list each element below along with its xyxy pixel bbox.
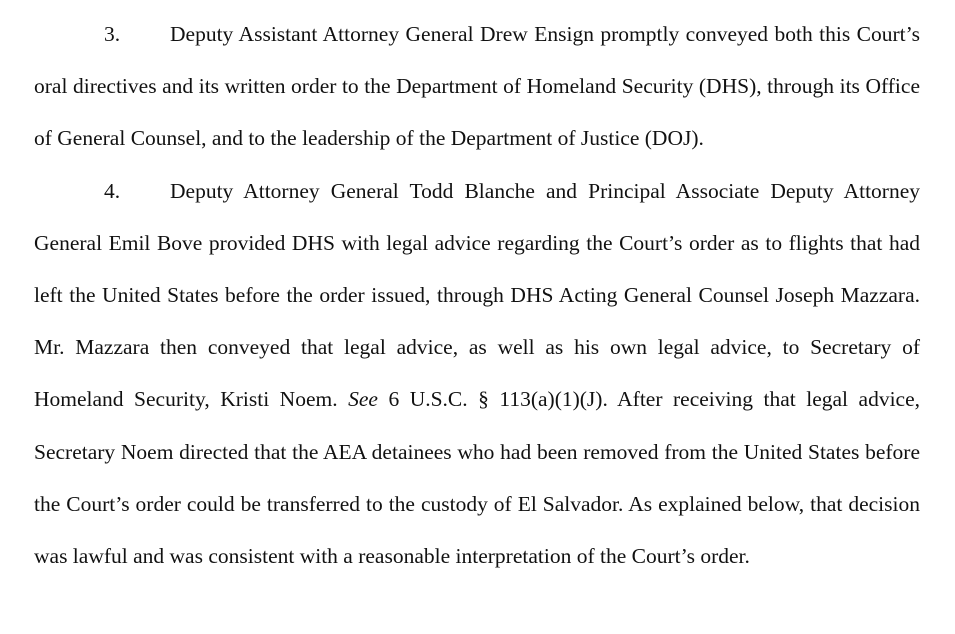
citation-signal: See [348, 387, 378, 412]
document-page [34, 8, 920, 582]
paragraph-text-after-signal: 6 U.S.C. § 113(a)(1)(J). After receiving that legal advice, Secretary Noem directed that the AEA detainees who had been removed from the United States before the Court’s order could be transferred to the custody of El Salvador. As explained below, that decision was lawful and was consistent with a reasonable interpretation of the Court’s order. [34, 387, 921, 569]
paragraph-number: 4. [104, 178, 121, 203]
paragraph-text-before-signal: Deputy Attorney General Todd Blanche and Principal Associate Deputy Attorney General Emil Bove provided DHS with legal advice regarding the Court’s order as to flights that had left the United States before the order issued, through DHS Acting General Counsel Joseph Mazzara. Mr. Mazzara then conveyed that legal advice, as well as his own legal advice, to Secretary of Homeland Security, Kristi Noem. [34, 178, 920, 412]
paragraph-text: Deputy Assistant Attorney General Drew Ensign promptly conveyed both this Court’s oral directives and its written order to the Department of Homeland Security (DHS), through its Office of General Counsel, and to the leadership of the Department of Justice (DOJ). [34, 22, 920, 151]
paragraph-number: 3. [104, 22, 121, 46]
paragraph-3 [34, 8, 920, 165]
paragraph-4 [34, 165, 920, 583]
